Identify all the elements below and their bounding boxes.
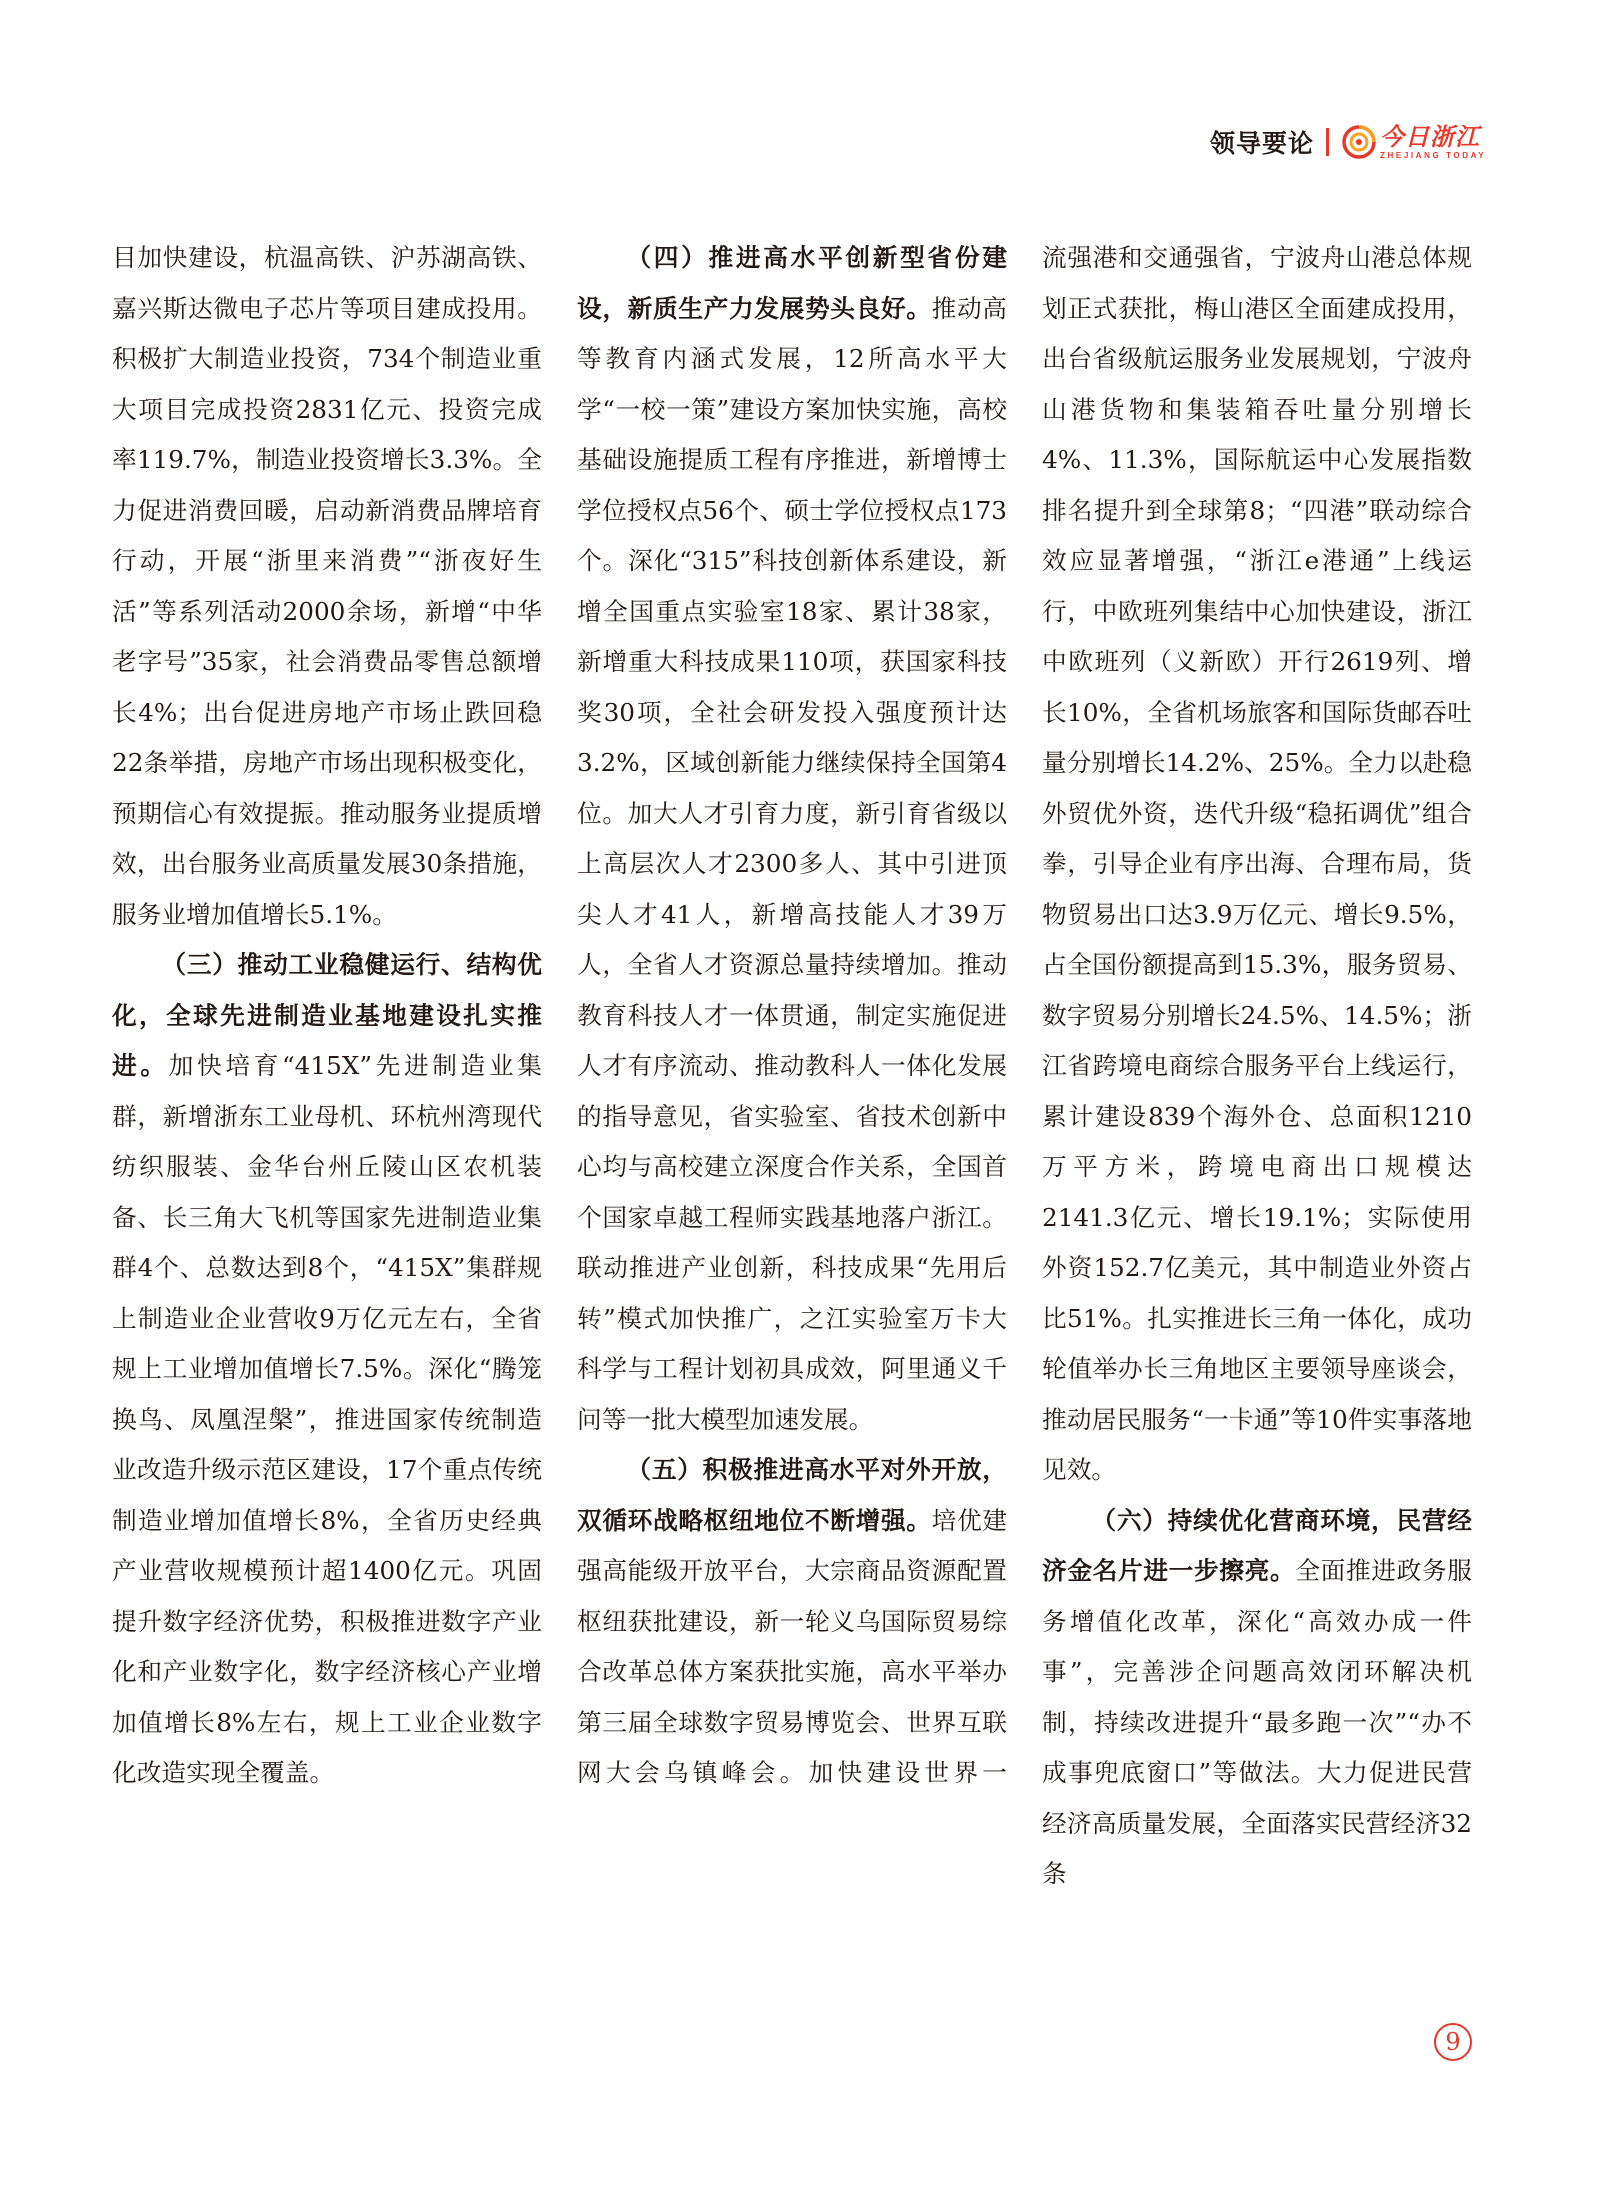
paragraph-text: 全面推进政务服务增值化改革，深化“高效办成一件事”，完善涉企问题高效闭环解决机制，持续改进提升“最多跑一次”“办不成事兜底窗口”等做法。大力促进民营经济高质量发展，全面落实民营经济32条: [1042, 1556, 1472, 1888]
logo-english-text: ZHEJIANG TODAY: [1380, 150, 1487, 160]
magazine-logo: [1341, 121, 1487, 160]
paragraph: [577, 233, 1007, 1445]
paragraph-text: 目加快建设，杭温高铁、沪苏湖高铁、嘉兴斯达微电子芯片等项目建成投用。积极扩大制造业投资，734个制造业重大项目完成投资2831亿元、投资完成率119.7%，制造业投资增长3.3%。全力促进消费回暖，启动新消费品牌培育行动，开展“浙里来消费”“浙夜好生活”等系列活动2000余场，新增“中华老字号”35家，社会消费品零售总额增长4%；出台促进房地产市场止跌回稳22条举措，房地产市场出现积极变化，预期信心有效提振。推动服务业提质增效，出台服务业高质量发展30条措施，服务业增加值增长5.1%。: [112, 243, 542, 929]
section-heading: （六）持续优化营商环境，民营经济金名片进一步擦亮。: [1042, 1505, 1472, 1585]
page-header: [1210, 118, 1500, 166]
text-column-3: [1042, 233, 1472, 1900]
text-column-2: [577, 233, 1007, 1799]
text-column-1: [112, 233, 542, 1799]
section-heading: （三）推动工业稳健运行、结构优化，全球先进制造业基地建设扎实推进。: [112, 950, 542, 1080]
header-divider: [1326, 128, 1329, 156]
logo-chinese-text: 今日浙江: [1380, 121, 1481, 151]
paragraph-text: 推动高等教育内涵式发展，12所高水平大学“一校一策”建设方案加快实施，高校基础设施提质工程有序推进，新增博士学位授权点56个、硕士学位授权点173个。深化“315”科技创新体系建设，新增全国重点实验室18家、累计38家，新增重大科技成果110项，获国家科技奖30项，全社会研发投入强度预计达3.2%，区域创新能力继续保持全国第4位。加大人才引育力度，新引育省级以上高层次人才2300多人、其中引进顶尖人才41人，新增高技能人才39万人，全省人才资源总量持续增加。推动教育科技人才一体贯通，制定实施促进人才有序流动、推动教科人一体化发展的指导意见，省实验室、省技术创新中心均与高校建立深度合作关系，全国首个国家卓越工程师实践基地落户浙江。联动推进产业创新，科技成果“先用后转”模式加快推广，之江实验室万卡大科学与工程计划初具成效，阿里通义千问等一批大模型加速发展。: [577, 293, 1007, 1434]
logo-swirl-icon: [1341, 124, 1377, 160]
paragraph: [1042, 233, 1472, 1496]
paragraph: [112, 233, 542, 940]
paragraph-text: 加快培育“415X”先进制造业集群，新增浙东工业母机、环杭州湾现代纺织服装、金华台州丘陵山区农机装备、长三角大飞机等国家先进制造业集群4个、总数达到8个，“415X”集群规上制造业企业营收9万亿元左右，全省规上工业增加值增长7.5%。深化“腾笼换鸟、凤凰涅槃”，推进国家传统制造业改造升级示范区建设，17个重点传统制造业增加值增长8%，全省历史经典产业营收规模预计超1400亿元。巩固提升数字经济优势，积极推进数字产业化和产业数字化，数字经济核心产业增加值增长8%左右，规上工业企业数字化改造实现全覆盖。: [112, 1051, 542, 1787]
paragraph: [1042, 1496, 1472, 1900]
paragraph: [112, 940, 542, 1799]
paragraph-text: 流强港和交通强省，宁波舟山港总体规划正式获批，梅山港区全面建成投用，出台省级航运服务业发展规划，宁波舟山港货物和集装箱吞吐量分别增长4%、11.3%，国际航运中心发展指数排名提升到全球第8；“四港”联动综合效应显著增强，“浙江e港通”上线运行，中欧班列集结中心加快建设，浙江中欧班列（义新欧）开行2619列、增长10%，全省机场旅客和国际货邮吞吐量分别增长14.2%、25%。全力以赴稳外贸优外资，迭代升级“稳拓调优”组合拳，引导企业有序出海、合理布局，货物贸易出口达3.9万亿元、增长9.5%，占全国份额提高到15.3%，服务贸易、数字贸易分别增长24.5%、14.5%；浙江省跨境电商综合服务平台上线运行，累计建设839个海外仓、总面积1210万平方米，跨境电商出口规模达2141.3亿元、增长19.1%；实际使用外资152.7亿美元，其中制造业外资占比51%。扎实推进长三角一体化，成功轮值举办长三角地区主要领导座谈会，推动居民服务“一卡通”等10件实事落地见效。: [1042, 243, 1472, 1484]
paragraph-text: 培优建强高能级开放平台，大宗商品资源配置枢纽获批建设，新一轮义乌国际贸易综合改革总体方案获批实施，高水平举办第三届全球数字贸易博览会、世界互联网大会乌镇峰会。加快建设世界一: [577, 1505, 1007, 1787]
section-label: 领导要论: [1210, 129, 1315, 158]
paragraph: [577, 1445, 1007, 1799]
section-heading: （四）推进高水平创新型省份建设，新质生产力发展势头良好。: [577, 243, 1007, 323]
section-heading: （五）积极推进高水平对外开放，双循环战略枢纽地位不断增强。: [577, 1455, 1007, 1535]
page-number: 9: [1434, 2023, 1472, 2061]
article-body: [112, 233, 1472, 1953]
